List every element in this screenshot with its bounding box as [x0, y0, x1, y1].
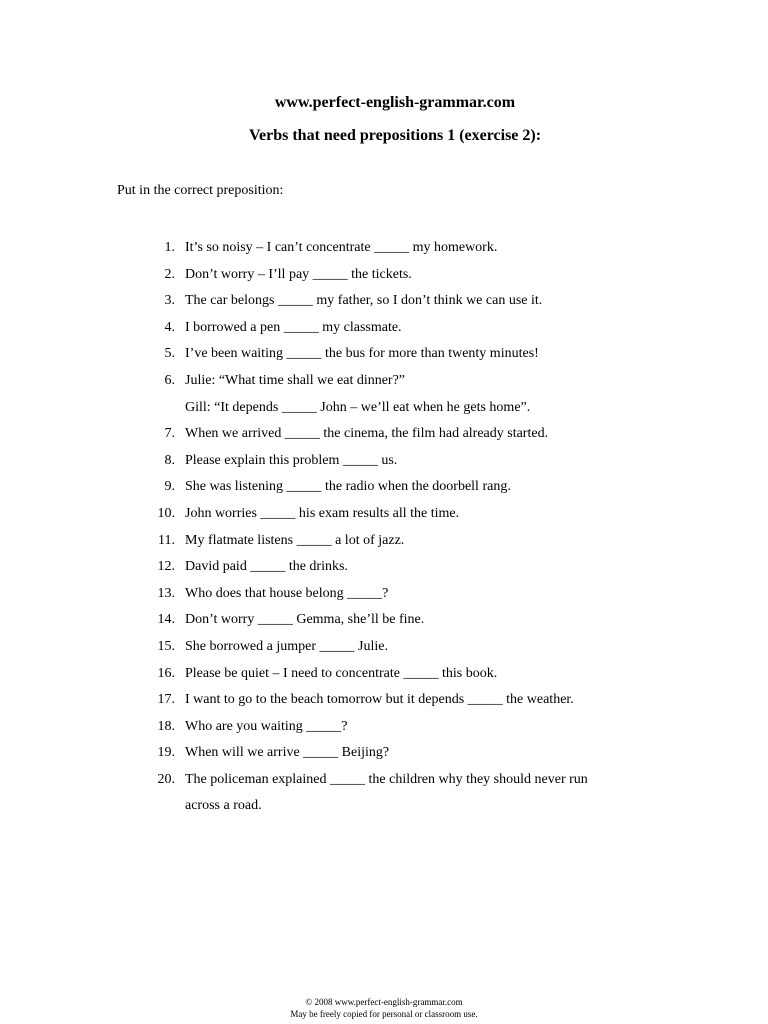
exercise-number: 18. — [157, 718, 175, 734]
exercise-text: I’ve been waiting _____ the bus for more than twenty minutes! — [185, 346, 539, 362]
exercise-number: 8. — [164, 452, 175, 468]
exercise-item — [0, 235, 665, 262]
exercise-text: across a road. — [185, 798, 262, 814]
exercise-text: Don’t worry – I’ll pay _____ the tickets. — [185, 266, 412, 282]
exercise-text: Gill: “It depends _____ John – we’ll eat when he gets home”. — [185, 399, 531, 415]
exercise-text: The policeman explained _____ the children why they should never run — [185, 771, 588, 787]
exercise-item — [0, 687, 665, 714]
exercise-item — [0, 767, 665, 820]
exercise-text: Please explain this problem _____ us. — [185, 452, 398, 468]
exercise-number: 17. — [157, 692, 175, 708]
exercise-number: 7. — [164, 426, 175, 442]
exercise-item — [0, 607, 665, 634]
exercise-item — [0, 634, 665, 661]
exercise-text: Don’t worry _____ Gemma, she’ll be fine. — [185, 612, 425, 628]
exercise-text: My flatmate listens _____ a lot of jazz. — [185, 532, 405, 548]
exercise-item — [0, 288, 665, 315]
exercise-text: Who are you waiting _____? — [185, 718, 348, 734]
footer-note: May be freely copied for personal or classroom use. — [290, 1009, 478, 1019]
exercise-item — [0, 581, 665, 608]
exercise-item — [0, 740, 665, 767]
exercise-text: She was listening _____ the radio when the doorbell rang. — [185, 479, 511, 495]
exercise-number: 3. — [164, 293, 175, 309]
exercise-text: John worries _____ his exam results all the time. — [185, 505, 460, 521]
exercise-item — [0, 501, 665, 528]
exercise-text: I want to go to the beach tomorrow but it depends _____ the weather. — [185, 692, 574, 708]
exercise-number: 11. — [158, 532, 175, 548]
exercise-text: Please be quiet – I need to concentrate _____ this book. — [185, 665, 498, 681]
exercise-text: She borrowed a jumper _____ Julie. — [185, 638, 388, 654]
exercise-item — [0, 421, 665, 448]
exercise-text: The car belongs _____ my father, so I don’t think we can use it. — [185, 293, 543, 309]
exercise-number: 19. — [157, 745, 175, 761]
exercise-number: 2. — [164, 266, 175, 282]
exercise-number: 12. — [157, 559, 175, 575]
exercise-number: 10. — [157, 505, 175, 521]
exercise-list — [0, 235, 768, 820]
exercise-item — [0, 368, 665, 421]
exercise-item — [0, 315, 665, 342]
exercise-number: 15. — [157, 638, 175, 654]
exercise-text: David paid _____ the drinks. — [185, 559, 348, 575]
exercise-number: 5. — [164, 346, 175, 362]
exercise-text: When will we arrive _____ Beijing? — [185, 745, 390, 761]
exercise-text: Julie: “What time shall we eat dinner?” — [185, 372, 406, 388]
exercise-item — [0, 341, 665, 368]
exercise-item — [0, 714, 665, 741]
exercise-number: 16. — [157, 665, 175, 681]
exercise-item — [0, 474, 665, 501]
exercise-item — [0, 262, 665, 289]
exercise-number: 13. — [157, 585, 175, 601]
exercise-item — [0, 661, 665, 688]
exercise-text: It’s so noisy – I can’t concentrate _____ my homework. — [185, 240, 498, 255]
exercise-text: Who does that house belong _____? — [185, 585, 389, 601]
footer — [0, 996, 768, 1020]
exercise-number: 20. — [157, 771, 175, 787]
page-title: Verbs that need prepositions 1 (exercise 2): — [248, 127, 542, 144]
instructions: Put in the correct preposition: — [117, 183, 284, 198]
exercise-item — [0, 528, 665, 555]
exercise-text: I borrowed a pen _____ my classmate. — [185, 319, 402, 335]
footer-copyright: © 2008 www.perfect-english-grammar.com — [305, 997, 463, 1007]
exercise-number: 14. — [157, 612, 175, 628]
exercise-number: 4. — [164, 319, 175, 335]
exercise-text: When we arrived _____ the cinema, the film had already started. — [185, 426, 549, 442]
exercise-number: 6. — [164, 372, 175, 388]
exercise-number: 9. — [164, 479, 175, 495]
exercise-item — [0, 554, 665, 581]
exercise-number: 1. — [164, 240, 175, 255]
exercise-item — [0, 448, 665, 475]
site-url: www.perfect-english-grammar.com — [274, 94, 516, 111]
